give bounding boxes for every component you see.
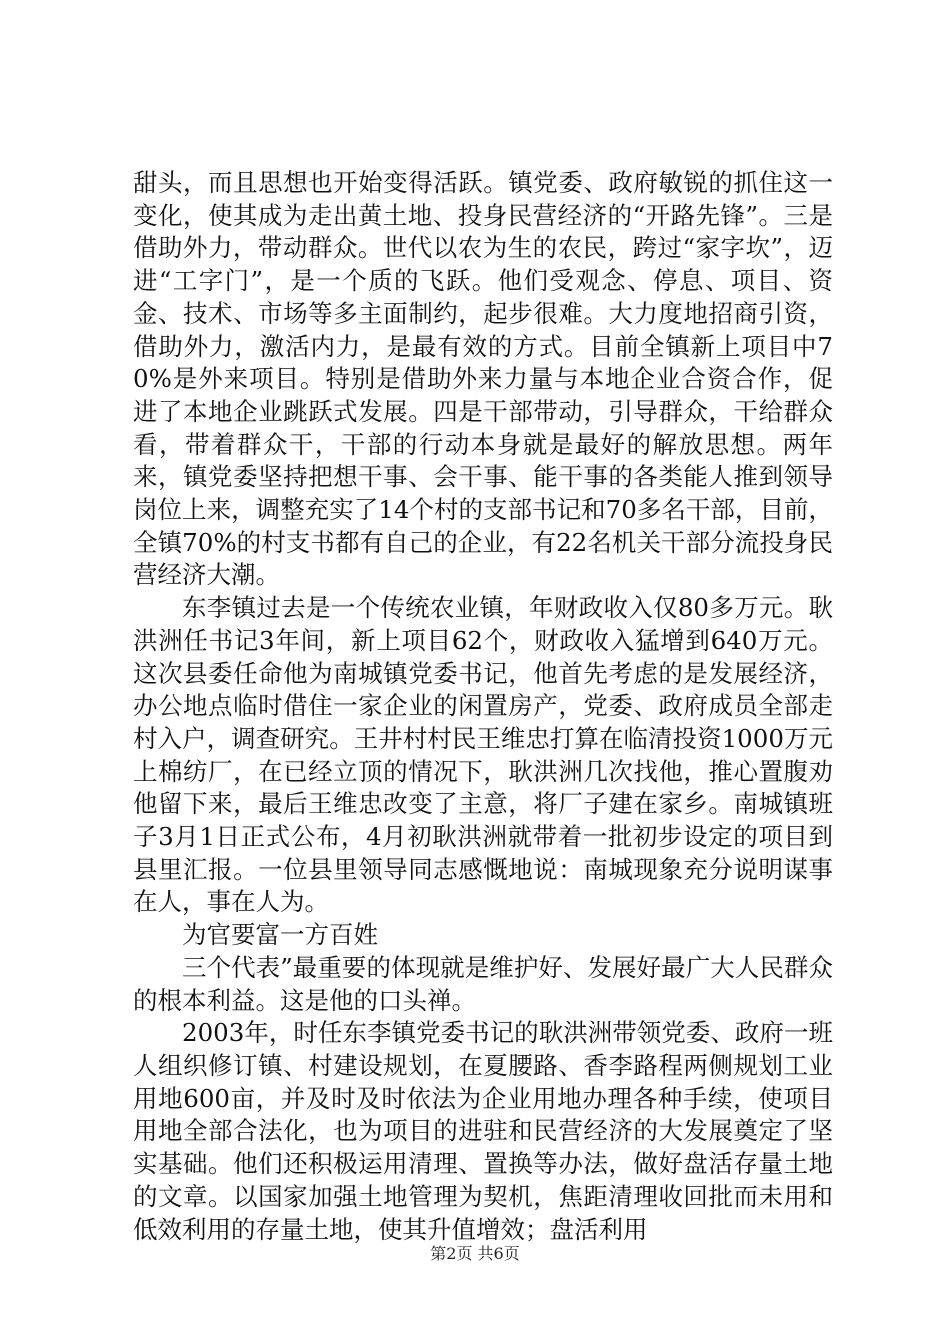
paragraph-4: 2003年，时任东李镇党委书记的耿洪洲带领党委、政府一班人组织修订镇、村建设规划，在夏腰路、香李路程两侧规划工业用地600亩，并及时及时依法为企业用地办理各种手续，使项目用地全部合法化，也为项目的进驻和民营经济的大发展奠定了坚实基础。他们还积极运用清理、置换等办法，做好盘活存量土地的文章。以国家加强土地管理为契机，焦距清理收回批而未用和低效利用的存量土地，使其升值增效；盘活利用 [133,1018,833,1244]
paragraph-2: 东李镇过去是一个传统农业镇，年财政收入仅80多万元。耿洪洲任书记3年间，新上项目62个，财政收入猛增到640万元。这次县委任命他为南城镇党委书记，他首先考虑的是发展经济，办公地点临时借住一家企业的闲置房产，党委、政府成员全部走村入户，调查研究。王井村村民王维忠打算在临清投资1000万元上棉纺厂，在已经立顶的情况下，耿洪洲几次找他，推心置腹劝他留下来，最后王维忠改变了主意，将厂子建在家乡。南城镇班子3月1日正式公布，4月初耿洪洲就带着一批初步设定的项目到县里汇报。一位县里领导同志感慨地说：南城现象充分说明谋事在人，事在人为。 [133,593,833,917]
paragraph-3: 三个代表”最重要的体现就是维护好、发展好最广大人民群众的根本利益。这是他的口头禅。 [133,952,833,1015]
document-body [133,167,833,1246]
section-heading: 为官要富一方百姓 [182,920,378,950]
paragraph-1: 甜头，而且思想也开始变得活跃。镇党委、政府敏锐的抓住这一变化，使其成为走出黄土地、投身民营经济的“开路先锋”。三是借助外力，带动群众。世代以农为生的农民，跨过“家字坎”，迈进“工字门”，是一个质的飞跃。他们受观念、停息、项目、资金、技术、市场等多主面制约，起步很难。大力度地招商引资，借助外力，激活内力，是最有效的方式。目前全镇新上项目中70%是外来项目。特别是借助外来力量与本地企业合资合作，促进了本地企业跳跃式发展。四是干部带动，引导群众，干给群众看，带着群众干，干部的行动本身就是最好的解放思想。两年来，镇党委坚持把想干事、会干事、能干事的各类能人推到领导岗位上来，调整充实了14个村的支部书记和70多名干部，目前，全镇70%的村支书都有自己的企业，有22名机关干部分流投身民营经济大潮。 [133,168,833,590]
page-footer: 第2页 共6页 [430,1244,520,1263]
